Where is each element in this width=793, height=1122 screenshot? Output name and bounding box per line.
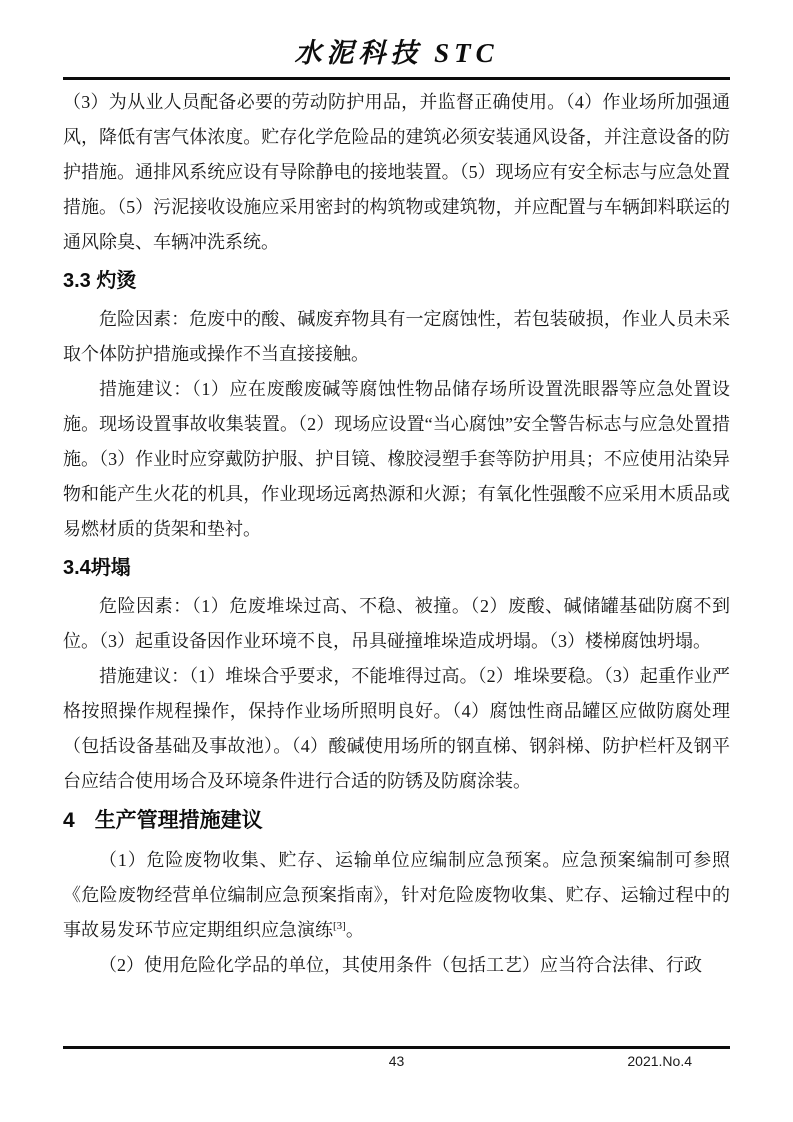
page-header <box>0 0 793 80</box>
section-4-paragraph-1-suffix: 。 <box>345 920 364 940</box>
issue-label: 2021.No.4 <box>627 1053 692 1069</box>
reference-marker: [3] <box>333 920 346 932</box>
section-3-4-measures-paragraph: 措施建议：（1）堆垛合乎要求，不能堆得过高。（2）堆垛要稳。（3）起重作业严格按照操作规程操作，保持作业场所照明良好。（4）腐蚀性商品罐区应做防腐处理（包括设备基础及事故池）。（4）酸碱使用场所的钢直梯、钢斜梯、防护栏杆及钢平台应结合使用场合及环境条件进行合适的防锈及防腐涂装。 <box>63 666 730 791</box>
section-4-number: 4 <box>63 809 75 832</box>
section-3-4-heading: 3.4坍塌 <box>63 557 131 579</box>
section-4-paragraph-1-text: （1）危险废物收集、贮存、运输单位应编制应急预案。应急预案编制可参照《危险废物经营单位编制应急预案指南》，针对危险废物收集、贮存、运输过程中的事故易发环节应定期组织应急演练 <box>63 850 730 940</box>
section-4-title: 生产管理措施建议 <box>94 809 263 832</box>
section-3-3-heading: 3.3 灼烫 <box>63 270 137 292</box>
section-3-4-hazard-paragraph: 危险因素：（1）危废堆垛过高、不稳、被撞。（2）废酸、碱储罐基础防腐不到位。（3）起重设备因作业环境不良，吊具碰撞堆垛造成坍塌。（3）楼梯腐蚀坍塌。 <box>63 596 730 651</box>
footer-rule <box>63 1046 730 1049</box>
journal-title: 水泥科技 STC <box>294 38 499 68</box>
section-4-paragraph-2: （2）使用危险化学品的单位，其使用条件（包括工艺）应当符合法律、行政 <box>99 955 702 975</box>
section-3-3-measures-paragraph: 措施建议：（1）应在废酸废碱等腐蚀性物品储存场所设置洗眼器等应急处置设施。现场设置事故收集装置。（2）现场应设置“当心腐蚀”安全警告标志与应急处置措施。（3）作业时应穿戴防护服、护目镜、橡胶浸塑手套等防护用具；不应使用沾染异物和能产生火花的机具，作业现场远离热源和火源；有氧化性强酸不应采用木质品或易燃材质的货架和垫衬。 <box>63 379 730 539</box>
section-4-paragraph-1 <box>63 843 730 948</box>
section-4-heading <box>63 801 730 841</box>
section-3-3-hazard-paragraph: 危险因素：危废中的酸、碱废弃物具有一定腐蚀性，若包装破损，作业人员未采取个体防护措施或操作不当直接接触。 <box>63 309 730 364</box>
footer-row <box>63 1053 730 1073</box>
page-body <box>0 80 793 983</box>
page-number: 43 <box>388 1053 405 1069</box>
page-footer <box>63 1046 730 1073</box>
continuation-paragraph: （3）为从业人员配备必要的劳动防护用品，并监督正确使用。（4）作业场所加强通风，降低有害气体浓度。贮存化学危险品的建筑必须安装通风设备，并注意设备的防护措施。通排风系统应设有导除静电的接地装置。（5）现场应有安全标志与应急处置措施。（5）污泥接收设施应采用密封的构筑物或建筑物，并应配置与车辆卸料联运的通风除臭、车辆冲洗系统。 <box>63 92 730 252</box>
